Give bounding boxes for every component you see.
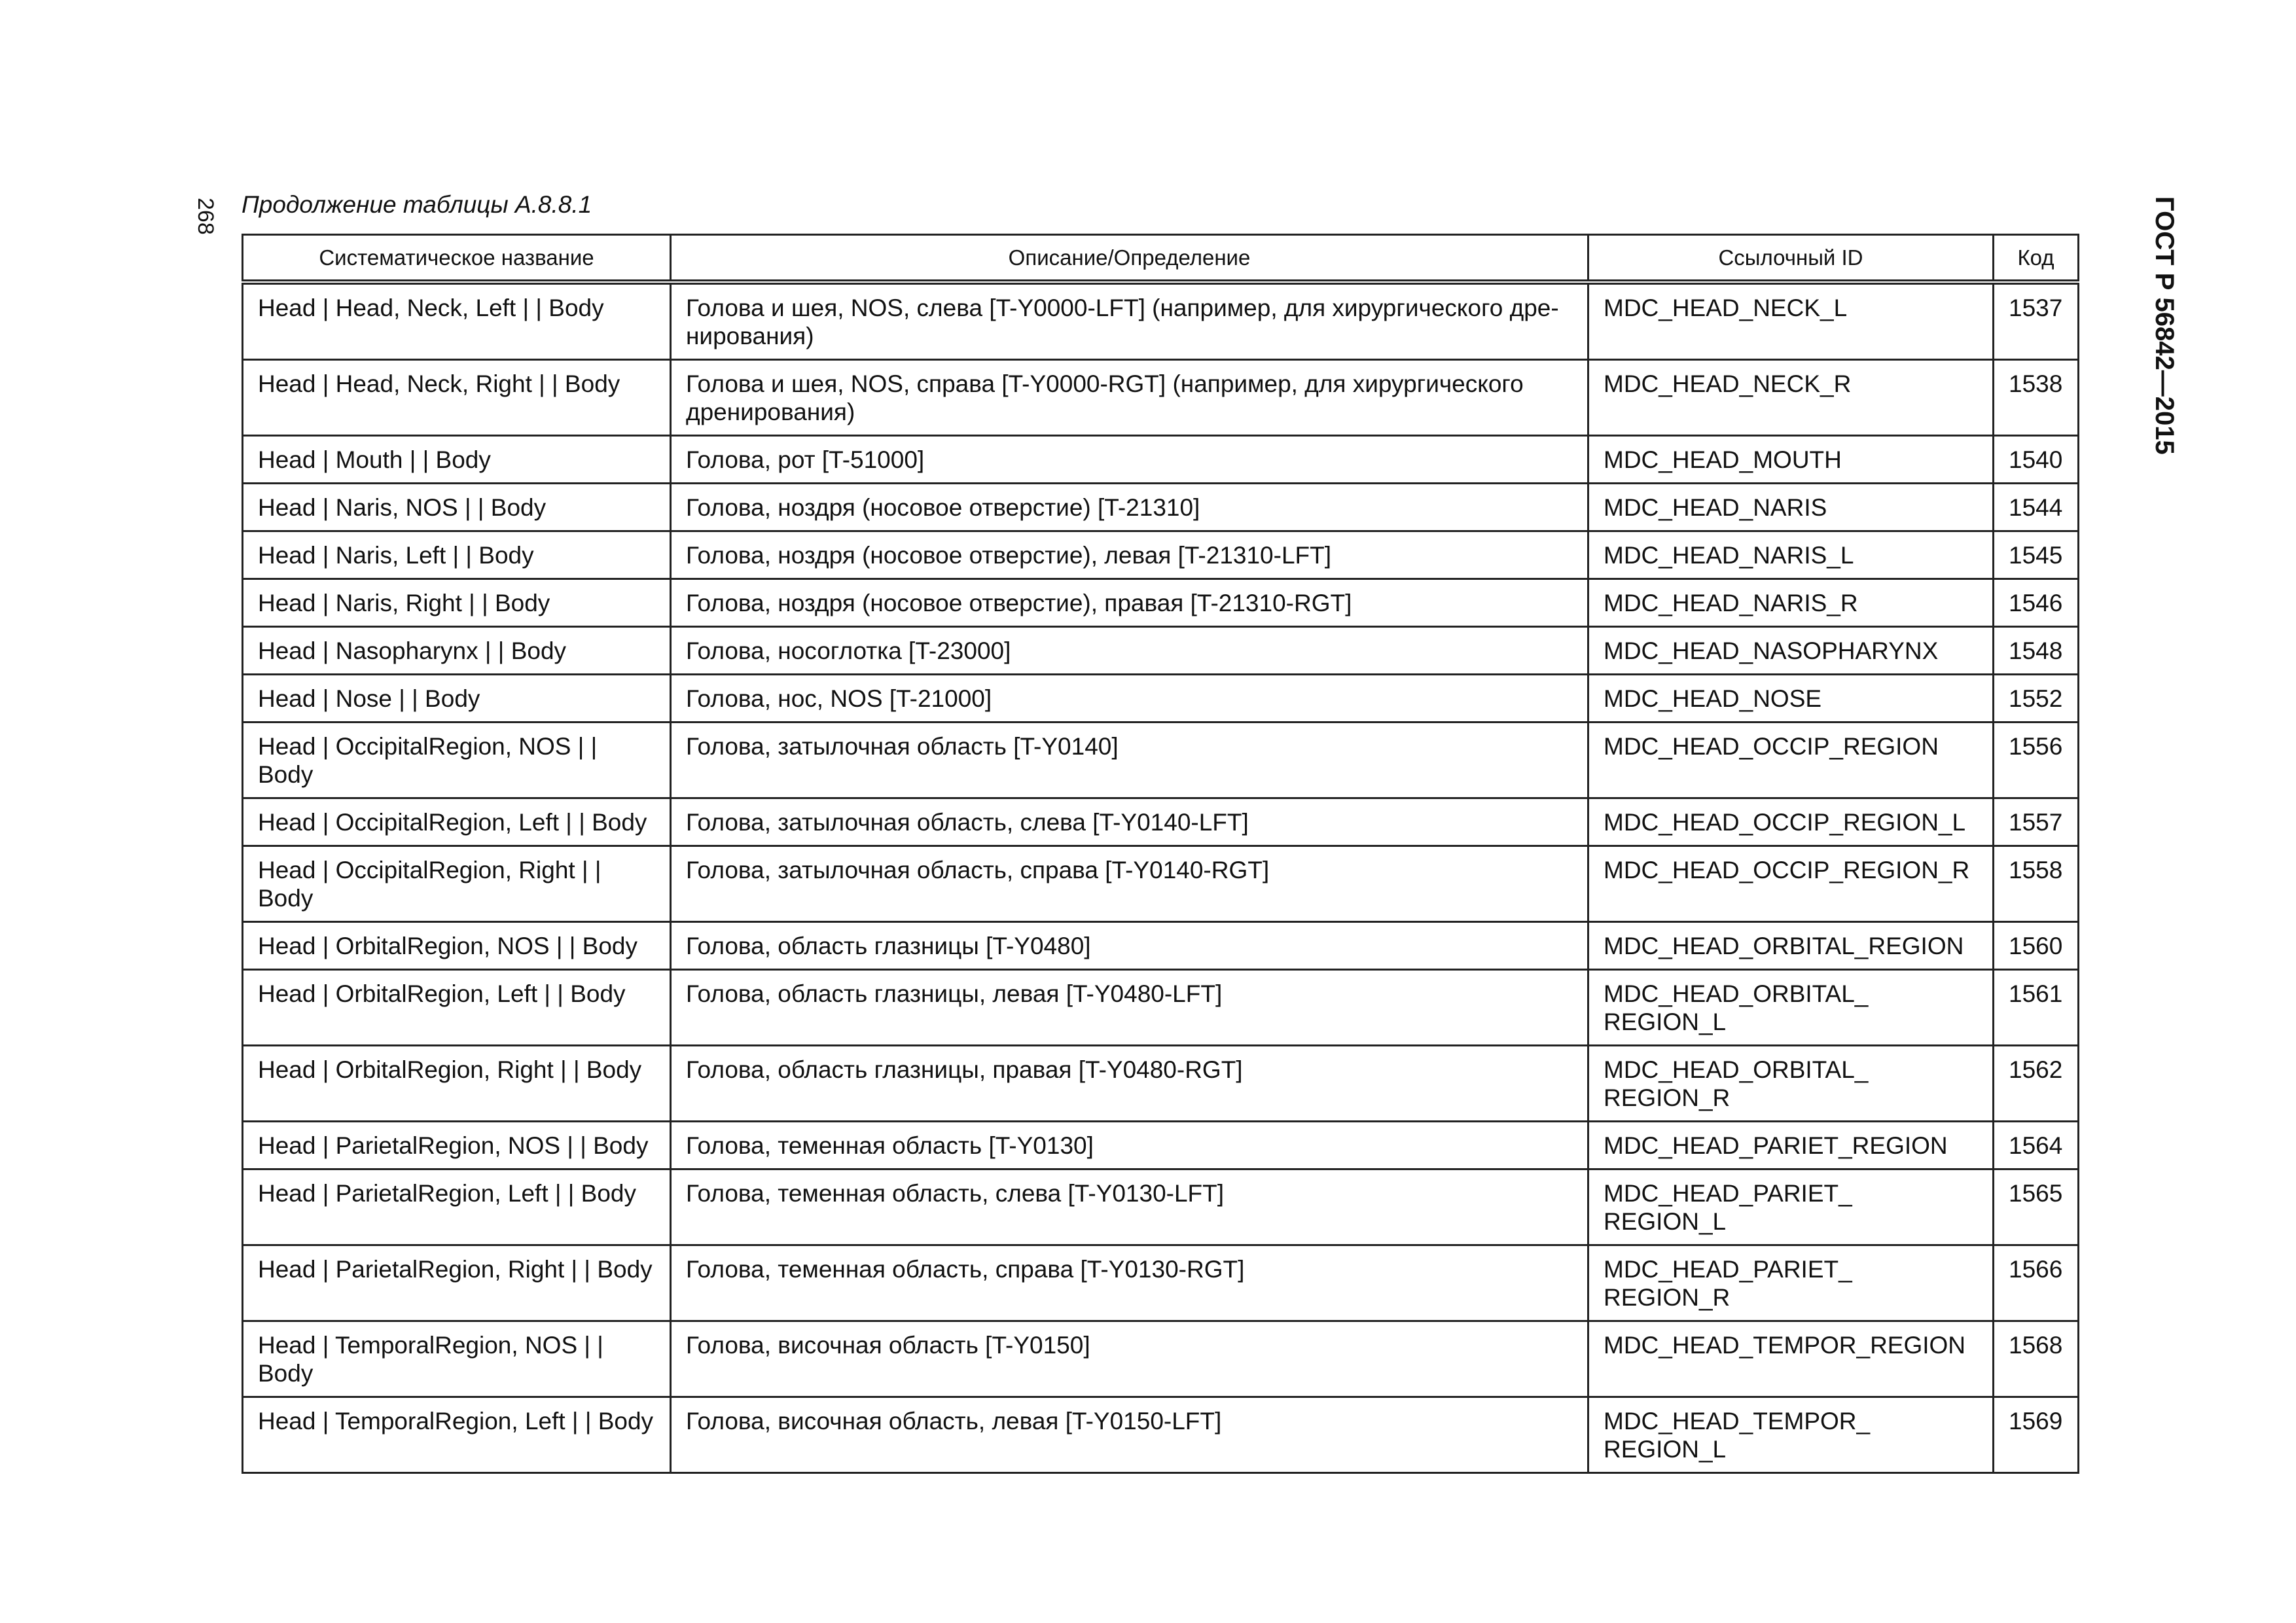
table-row [243,675,2079,722]
cell-description: Голова, височная область, левая [T-Y0150-LFT] [671,1397,1588,1473]
cell-code: 1560 [1994,922,2079,970]
cell-description: Голова, затылочная область, справа [T-Y0140-RGT] [671,846,1588,922]
cell-reference-id: MDC_HEAD_PARIET_ REGION_L [1588,1169,1994,1245]
cell-systematic-name: Head | OccipitalRegion, NOS | | Body [243,722,671,798]
cell-code: 1569 [1994,1397,2079,1473]
cell-code: 1562 [1994,1046,2079,1122]
cell-description: Голова, нос, NOS [T-21000] [671,675,1588,722]
cell-reference-id: MDC_HEAD_NASOPHARYNX [1588,627,1994,675]
cell-code: 1552 [1994,675,2079,722]
cell-reference-id: MDC_HEAD_OCCIP_REGION_R [1588,846,1994,922]
cell-reference-id: MDC_HEAD_PARIET_REGION [1588,1122,1994,1169]
cell-code: 1556 [1994,722,2079,798]
cell-reference-id: MDC_HEAD_MOUTH [1588,436,1994,484]
table-row [243,282,2079,360]
cell-reference-id: MDC_HEAD_TEMPOR_REGION [1588,1321,1994,1397]
cell-systematic-name: Head | OrbitalRegion, Right | | Body [243,1046,671,1122]
cell-reference-id: MDC_HEAD_NECK_L [1588,282,1994,360]
cell-reference-id: MDC_HEAD_ORBITAL_ REGION_R [1588,1046,1994,1122]
table-body [243,282,2079,1473]
cell-description: Голова, височная область [T-Y0150] [671,1321,1588,1397]
table-row [243,1245,2079,1321]
header-row [243,235,2079,283]
cell-description: Голова, теменная область, справа [T-Y0130-RGT] [671,1245,1588,1321]
table-row [243,579,2079,627]
cell-code: 1568 [1994,1321,2079,1397]
cell-systematic-name: Head | OccipitalRegion, Right | | Body [243,846,671,922]
table-row [243,846,2079,922]
cell-reference-id: MDC_HEAD_OCCIP_REGION [1588,722,1994,798]
table-row [243,970,2079,1046]
cell-reference-id: MDC_HEAD_NARIS_R [1588,579,1994,627]
cell-code: 1566 [1994,1245,2079,1321]
cell-code: 1545 [1994,531,2079,579]
header-reference-id: Ссылочный ID [1588,235,1994,283]
header-description: Описание/Определение [671,235,1588,283]
cell-systematic-name: Head | Nose | | Body [243,675,671,722]
cell-systematic-name: Head | ParietalRegion, NOS | | Body [243,1122,671,1169]
cell-description: Голова, рот [T-51000] [671,436,1588,484]
table-header [243,235,2079,283]
cell-description: Голова, ноздря (носовое отверстие), левая [T-21310-LFT] [671,531,1588,579]
cell-description: Голова, теменная область, слева [T-Y0130-LFT] [671,1169,1588,1245]
table-row [243,1046,2079,1122]
header-code: Код [1994,235,2079,283]
cell-systematic-name: Head | Naris, NOS | | Body [243,484,671,531]
cell-reference-id: MDC_HEAD_NOSE [1588,675,1994,722]
cell-description: Голова, теменная область [T-Y0130] [671,1122,1588,1169]
cell-code: 1564 [1994,1122,2079,1169]
cell-systematic-name: Head | OrbitalRegion, Left | | Body [243,970,671,1046]
cell-description: Голова, затылочная область, слева [T-Y0140-LFT] [671,798,1588,846]
table-row [243,798,2079,846]
cell-description: Голова, затылочная область [T-Y0140] [671,722,1588,798]
table-row [243,1321,2079,1397]
table-caption: Продолжение таблицы А.8.8.1 [242,191,592,218]
data-table [242,234,2079,1474]
cell-description: Голова, ноздря (носовое отверстие) [T-21310] [671,484,1588,531]
cell-reference-id: MDC_HEAD_PARIET_ REGION_R [1588,1245,1994,1321]
table-row [243,922,2079,970]
cell-code: 1548 [1994,627,2079,675]
page-number: 268 [193,198,218,235]
cell-systematic-name: Head | TemporalRegion, NOS | | Body [243,1321,671,1397]
standard-designation: ГОСТ Р 56842—2015 [2150,196,2179,455]
cell-systematic-name: Head | Naris, Right | | Body [243,579,671,627]
cell-code: 1538 [1994,360,2079,436]
table-row [243,1122,2079,1169]
cell-reference-id: MDC_HEAD_NECK_R [1588,360,1994,436]
table-row [243,627,2079,675]
cell-description: Голова, область глазницы, правая [T-Y0480-RGT] [671,1046,1588,1122]
cell-description: Голова, ноздря (носовое отверстие), правая [T-21310-RGT] [671,579,1588,627]
cell-code: 1558 [1994,846,2079,922]
cell-systematic-name: Head | Head, Neck, Left | | Body [243,282,671,360]
header-systematic-name: Систематическое название [243,235,671,283]
table-row [243,722,2079,798]
table-row [243,484,2079,531]
table-row [243,436,2079,484]
cell-reference-id: MDC_HEAD_NARIS [1588,484,1994,531]
cell-code: 1540 [1994,436,2079,484]
cell-description: Голова и шея, NOS, справа [T-Y0000-RGT] (например, для хирургического дренирования) [671,360,1588,436]
cell-reference-id: MDC_HEAD_ORBITAL_ REGION_L [1588,970,1994,1046]
cell-code: 1546 [1994,579,2079,627]
cell-systematic-name: Head | OrbitalRegion, NOS | | Body [243,922,671,970]
cell-systematic-name: Head | Mouth | | Body [243,436,671,484]
cell-systematic-name: Head | Nasopharynx | | Body [243,627,671,675]
cell-description: Голова, область глазницы [T-Y0480] [671,922,1588,970]
cell-code: 1561 [1994,970,2079,1046]
cell-code: 1565 [1994,1169,2079,1245]
cell-code: 1544 [1994,484,2079,531]
cell-systematic-name: Head | ParietalRegion, Left | | Body [243,1169,671,1245]
cell-systematic-name: Head | ParietalRegion, Right | | Body [243,1245,671,1321]
cell-description: Голова и шея, NOS, слева [T-Y0000-LFT] (например, для хирургического дре-нирования) [671,282,1588,360]
cell-reference-id: MDC_HEAD_NARIS_L [1588,531,1994,579]
cell-description: Голова, область глазницы, левая [T-Y0480-LFT] [671,970,1588,1046]
cell-systematic-name: Head | TemporalRegion, Left | | Body [243,1397,671,1473]
table-row [243,531,2079,579]
cell-reference-id: MDC_HEAD_ORBITAL_REGION [1588,922,1994,970]
cell-systematic-name: Head | OccipitalRegion, Left | | Body [243,798,671,846]
cell-code: 1537 [1994,282,2079,360]
cell-reference-id: MDC_HEAD_OCCIP_REGION_L [1588,798,1994,846]
table-row [243,1169,2079,1245]
cell-systematic-name: Head | Head, Neck, Right | | Body [243,360,671,436]
table-row [243,360,2079,436]
cell-description: Голова, носоглотка [T-23000] [671,627,1588,675]
cell-reference-id: MDC_HEAD_TEMPOR_ REGION_L [1588,1397,1994,1473]
cell-code: 1557 [1994,798,2079,846]
cell-systematic-name: Head | Naris, Left | | Body [243,531,671,579]
table-row [243,1397,2079,1473]
